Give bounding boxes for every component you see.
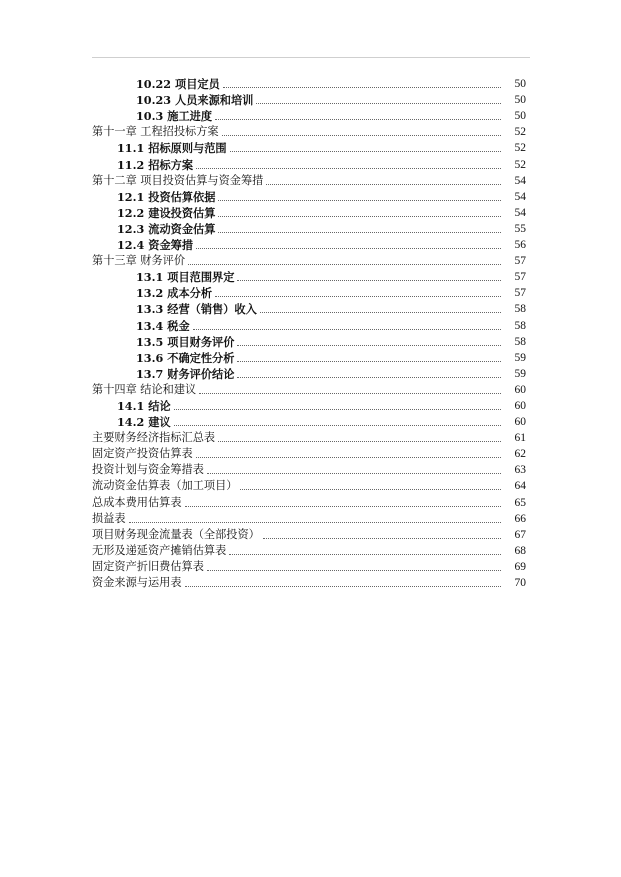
toc-entry-page-number: 58 xyxy=(514,335,526,348)
toc-entry[interactable] xyxy=(92,236,526,252)
toc-leader-dots xyxy=(174,425,501,426)
toc-entry-number: 13.4 xyxy=(136,318,164,333)
toc-entry-title: 建设投资估算 xyxy=(148,205,216,220)
toc-entry-title: 第十四章 结论和建议 xyxy=(92,382,197,396)
toc-entry-page-number: 54 xyxy=(514,190,526,203)
toc-entry-page-number: 57 xyxy=(514,255,526,268)
toc-entry-page-number: 57 xyxy=(514,271,526,284)
toc-entry[interactable] xyxy=(92,510,526,526)
toc-entry-page-number: 68 xyxy=(514,544,526,557)
toc-entry[interactable] xyxy=(92,558,526,574)
toc-entry-page-number: 59 xyxy=(514,351,526,364)
toc-entry-title: 流动资金估算表（加工项目） xyxy=(92,479,238,493)
toc-entry-title: 项目范围界定 xyxy=(167,270,235,285)
toc-entry[interactable] xyxy=(92,188,526,204)
toc-entry-page-number: 66 xyxy=(514,512,526,525)
toc-entry-number: 13.5 xyxy=(136,334,164,349)
toc-entry[interactable] xyxy=(92,493,526,509)
toc-entry-number: 11.2 xyxy=(117,157,145,172)
toc-entry-page-number: 54 xyxy=(514,174,526,187)
toc-entry-page-number: 60 xyxy=(514,416,526,429)
toc-leader-dots xyxy=(218,216,501,217)
toc-entry-title: 招标原则与范围 xyxy=(148,141,227,156)
toc-entry-page-number: 58 xyxy=(514,303,526,316)
toc-entry-number: 14.1 xyxy=(117,398,145,413)
toc-entry-number: 12.1 xyxy=(117,189,145,204)
toc-leader-dots xyxy=(215,296,501,297)
toc-entry-title: 第十三章 财务评价 xyxy=(92,254,186,268)
toc-entry-title: 无形及递延资产摊销估算表 xyxy=(92,543,227,557)
toc-entry-page-number: 60 xyxy=(514,399,526,412)
toc-entry[interactable] xyxy=(92,284,526,300)
toc-entry-title: 投资估算依据 xyxy=(148,189,216,204)
toc-entry[interactable] xyxy=(92,365,526,381)
toc-entry-title: 税金 xyxy=(167,318,190,333)
toc-entry-title: 流动资金估算 xyxy=(148,221,216,236)
toc-entry-page-number: 55 xyxy=(514,222,526,235)
toc-entry[interactable] xyxy=(92,333,526,349)
toc-entry[interactable] xyxy=(92,91,526,107)
toc-entry[interactable] xyxy=(92,107,526,123)
toc-entry-page-number: 70 xyxy=(514,577,526,589)
toc-entry[interactable] xyxy=(92,139,526,155)
toc-entry-page-number: 63 xyxy=(514,464,526,477)
toc-entry-title: 项目定员 xyxy=(175,77,220,92)
toc-leader-dots xyxy=(230,151,501,152)
toc-entry-title: 建议 xyxy=(148,415,171,430)
toc-entry-page-number: 61 xyxy=(514,432,526,445)
toc-entry[interactable] xyxy=(92,381,526,397)
toc-entry[interactable] xyxy=(92,542,526,558)
toc-entry-title: 经营（销售）收入 xyxy=(167,302,257,317)
toc-entry-title: 招标方案 xyxy=(148,157,194,172)
toc-leader-dots xyxy=(223,87,501,88)
toc-entry[interactable] xyxy=(92,397,526,413)
toc-entry-page-number: 62 xyxy=(514,448,526,461)
toc-leader-dots xyxy=(229,554,501,555)
toc-entry-page-number: 65 xyxy=(514,496,526,509)
toc-leader-dots xyxy=(256,103,501,104)
toc-entry[interactable] xyxy=(92,445,526,461)
toc-entry-title: 财务评价结论 xyxy=(167,366,235,381)
toc-entry-page-number: 54 xyxy=(514,206,526,219)
toc-entry-page-number: 50 xyxy=(514,94,526,107)
toc-leader-dots xyxy=(196,457,501,458)
toc-entry-title: 损益表 xyxy=(92,511,126,525)
toc-entry-page-number: 50 xyxy=(514,110,526,123)
toc-entry[interactable] xyxy=(92,220,526,236)
table-of-contents xyxy=(92,75,526,590)
toc-entry-number: 10.22 xyxy=(136,77,172,92)
toc-entry-title: 项目财务现金流量表（全部投资） xyxy=(92,527,260,541)
toc-entry-page-number: 57 xyxy=(514,287,526,300)
toc-entry[interactable] xyxy=(92,172,526,188)
toc-entry-title: 主要财务经济指标汇总表 xyxy=(92,431,216,445)
toc-entry-number: 12.4 xyxy=(117,238,145,253)
toc-entry[interactable] xyxy=(92,252,526,268)
toc-entry-number: 11.1 xyxy=(117,141,145,156)
toc-entry-page-number: 56 xyxy=(514,239,526,252)
toc-leader-dots xyxy=(237,377,501,378)
toc-entry-title: 资金来源与运用表 xyxy=(92,576,182,589)
toc-entry-title: 不确定性分析 xyxy=(167,350,235,365)
toc-entry[interactable] xyxy=(92,349,526,365)
toc-entry-page-number: 60 xyxy=(514,383,526,396)
toc-leader-dots xyxy=(215,119,501,120)
toc-leader-dots xyxy=(185,586,501,587)
toc-entry-title: 资金筹措 xyxy=(148,238,194,253)
toc-entry-title: 第十二章 项目投资估算与资金筹措 xyxy=(92,173,264,187)
toc-leader-dots xyxy=(174,409,501,410)
toc-entry-page-number: 52 xyxy=(514,158,526,171)
toc-entry-page-number: 50 xyxy=(514,78,526,91)
toc-entry-page-number: 52 xyxy=(514,126,526,139)
toc-entry[interactable] xyxy=(92,268,526,284)
toc-entry[interactable] xyxy=(92,477,526,493)
toc-entry-number: 13.2 xyxy=(136,286,164,301)
toc-entry[interactable] xyxy=(92,429,526,445)
toc-leader-dots xyxy=(237,280,501,281)
toc-leader-dots xyxy=(196,248,501,249)
toc-leader-dots xyxy=(266,184,501,185)
toc-leader-dots xyxy=(222,135,501,136)
toc-entry[interactable] xyxy=(92,413,526,429)
toc-leader-dots xyxy=(240,489,501,490)
toc-entry-number: 13.1 xyxy=(136,270,164,285)
toc-entry-number: 13.3 xyxy=(136,302,164,317)
toc-leader-dots xyxy=(193,329,501,330)
toc-leader-dots xyxy=(237,345,501,346)
toc-entry-title: 固定资产折旧费估算表 xyxy=(92,559,204,573)
toc-leader-dots xyxy=(207,570,501,571)
toc-entry-page-number: 67 xyxy=(514,528,526,541)
toc-entry[interactable] xyxy=(92,574,526,590)
toc-leader-dots xyxy=(218,441,501,442)
toc-leader-dots xyxy=(185,506,501,507)
toc-entry-page-number: 58 xyxy=(514,319,526,332)
header-rule xyxy=(92,57,530,58)
toc-entry[interactable] xyxy=(92,526,526,542)
toc-leader-dots xyxy=(218,200,501,201)
toc-leader-dots xyxy=(260,312,501,313)
toc-leader-dots xyxy=(237,361,501,362)
toc-entry-number: 14.2 xyxy=(117,415,145,430)
toc-entry-page-number: 59 xyxy=(514,367,526,380)
toc-entry[interactable] xyxy=(92,461,526,477)
toc-entry-title: 人员来源和培训 xyxy=(175,93,254,108)
toc-entry[interactable] xyxy=(92,316,526,332)
toc-leader-dots xyxy=(218,232,501,233)
toc-entry-title: 第十一章 工程招投标方案 xyxy=(92,125,219,139)
toc-leader-dots xyxy=(129,522,501,523)
toc-entry-title: 项目财务评价 xyxy=(167,334,235,349)
toc-entry-number: 13.6 xyxy=(136,350,164,365)
toc-leader-dots xyxy=(196,168,501,169)
toc-entry-page-number: 52 xyxy=(514,142,526,155)
toc-entry[interactable] xyxy=(92,75,526,91)
toc-entry-title: 结论 xyxy=(148,398,171,413)
toc-entry[interactable] xyxy=(92,155,526,171)
toc-entry-title: 成本分析 xyxy=(167,286,213,301)
toc-leader-dots xyxy=(199,393,501,394)
toc-entry-title: 施工进度 xyxy=(167,109,213,124)
toc-entry-number: 13.7 xyxy=(136,366,164,381)
toc-entry-title: 投资计划与资金筹措表 xyxy=(92,463,204,477)
toc-entry-number: 10.23 xyxy=(136,93,172,108)
toc-entry-title: 总成本费用估算表 xyxy=(92,495,182,509)
toc-entry-page-number: 64 xyxy=(514,480,526,493)
toc-entry[interactable] xyxy=(92,204,526,220)
toc-entry[interactable] xyxy=(92,123,526,139)
toc-entry-number: 12.3 xyxy=(117,221,145,236)
toc-entry-number: 12.2 xyxy=(117,205,145,220)
toc-entry[interactable] xyxy=(92,300,526,316)
toc-entry-number: 10.3 xyxy=(136,109,164,124)
toc-entry-page-number: 69 xyxy=(514,560,526,573)
toc-leader-dots xyxy=(188,264,501,265)
toc-leader-dots xyxy=(263,538,501,539)
toc-leader-dots xyxy=(207,473,501,474)
toc-entry-title: 固定资产投资估算表 xyxy=(92,447,193,461)
